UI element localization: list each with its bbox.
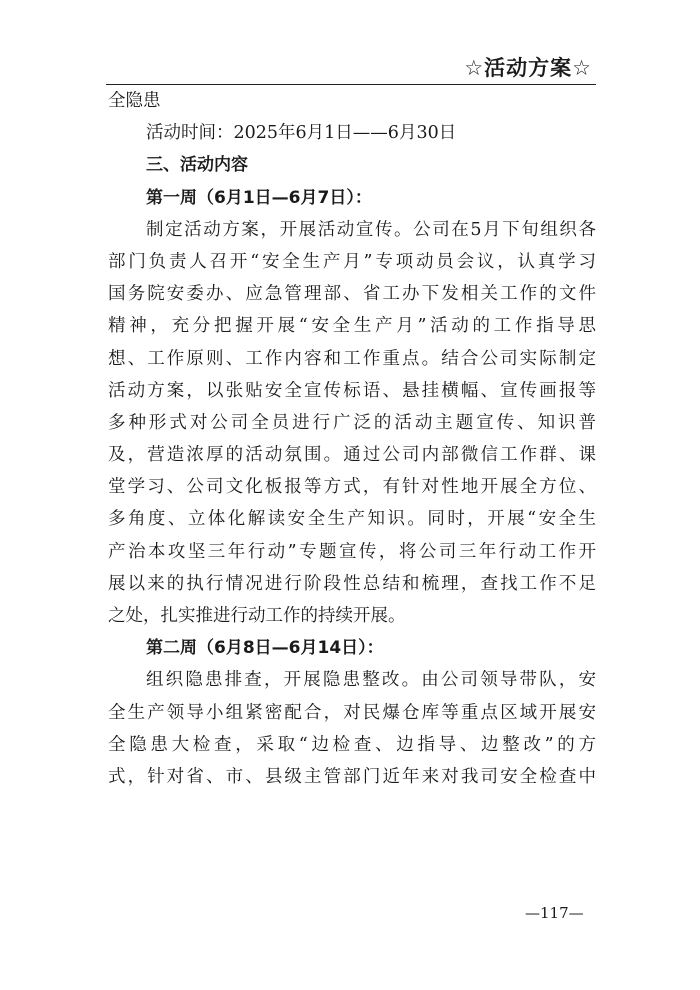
paragraph-line: 堂学习、公司文化板报等方式，有针对性地开展全方位、 <box>108 477 596 498</box>
paragraph-line: 制定活动方案，开展活动宣传。公司在5月下旬组织各 <box>146 219 596 240</box>
activity-time-line: 活动时间：2025年6月1日——6月30日 <box>146 123 457 144</box>
paragraph-line: 及，营造浓厚的活动氛围。通过公司内部微信工作群、课 <box>108 445 596 466</box>
paragraph-line: 全生产领导小组紧密配合，对民爆仓库等重点区域开展安 <box>108 702 596 723</box>
week2-heading: 第二周（6月8日—6月14日）： <box>146 638 384 659</box>
page-number: —117— <box>525 904 584 922</box>
paragraph-line: 产治本攻坚三年行动”专题宣传，将公司三年行动工作开 <box>108 541 596 562</box>
paragraph-line: 想、工作原则、工作内容和工作重点。结合公司实际制定 <box>108 348 596 369</box>
section-heading: 三、活动内容 <box>146 155 248 176</box>
paragraph-line: 精神，充分把握开展“安全生产月”活动的工作指导思 <box>108 316 596 337</box>
continued-text-line: 全隐患 <box>108 91 161 111</box>
week1-heading: 第一周（6月1日—6月7日）： <box>146 187 372 208</box>
document-body <box>108 85 596 793</box>
week2-paragraph <box>108 664 596 793</box>
paragraph-line: 国务院安委办、应急管理部、省工办下发相关工作的文件 <box>108 284 596 305</box>
week1-paragraph <box>108 214 596 632</box>
paragraph-line: 多种形式对公司全员进行广泛的活动主题宣传、知识普 <box>108 412 596 433</box>
paragraph-line: 组织隐患排查，开展隐患整改。由公司领导带队，安 <box>146 670 596 691</box>
page-header-title: ☆活动方案☆ <box>464 56 592 80</box>
paragraph-line: 式，针对省、市、县级主管部门近年来对我司安全检查中 <box>108 766 596 787</box>
paragraph-line: 全隐患大检查，采取“边检查、边指导、边整改”的方 <box>108 734 596 755</box>
paragraph-line: 展以来的执行情况进行阶段性总结和梳理，查找工作不足 <box>108 573 596 594</box>
paragraph-line: 活动方案，以张贴安全宣传标语、悬挂横幅、宣传画报等 <box>108 380 596 401</box>
paragraph-line: 部门负责人召开“安全生产月”专项动员会议，认真学习 <box>108 251 596 272</box>
paragraph-line: 之处，扎实推进行动工作的持续开展。 <box>108 606 406 626</box>
paragraph-line: 多角度、立体化解读安全生产知识。同时，开展“安全生 <box>108 509 596 530</box>
